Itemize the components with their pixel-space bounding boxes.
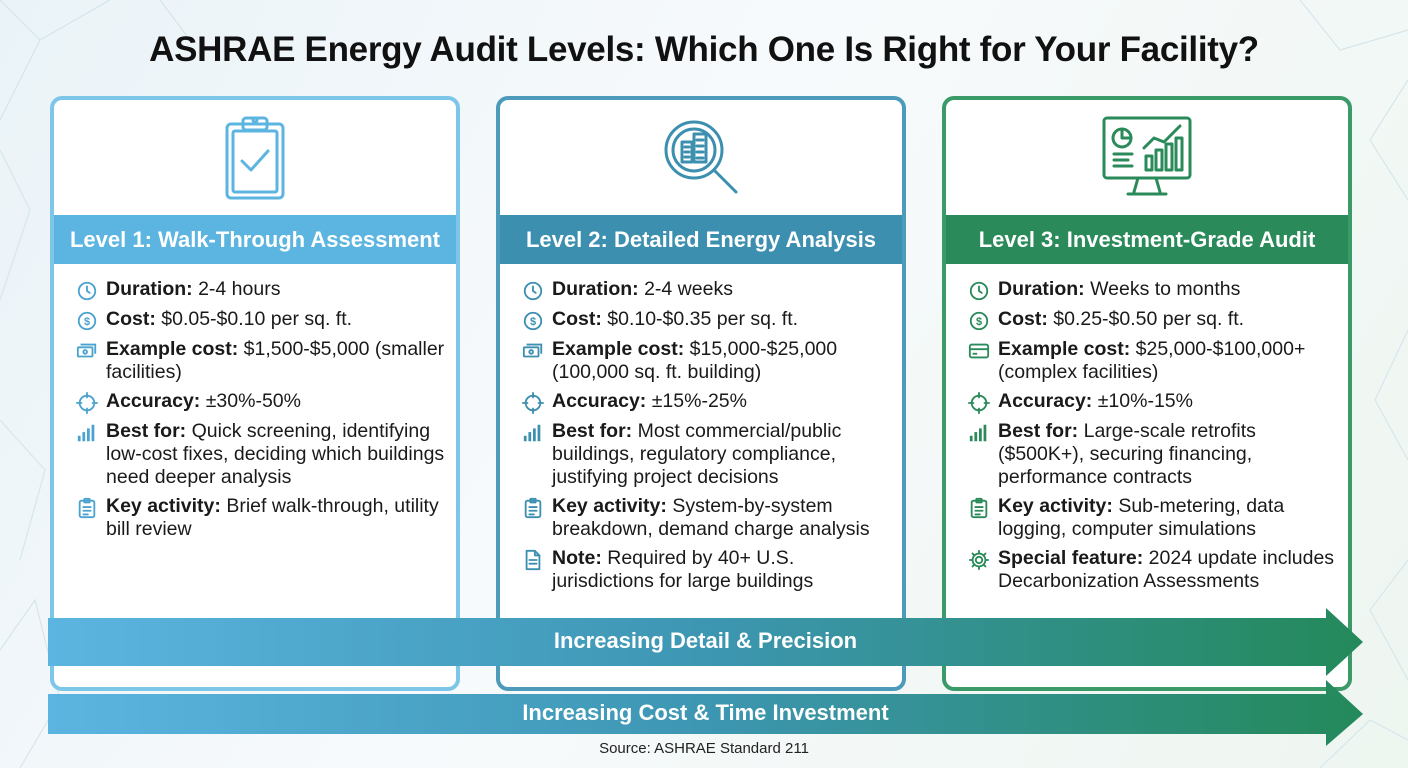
- item-value: Weeks to months: [1090, 278, 1241, 300]
- source-note: Source: ASHRAE Standard 211: [599, 740, 809, 757]
- clipboard-check-icon: [210, 114, 300, 204]
- level-2-items: [522, 278, 894, 599]
- list-item: [76, 495, 448, 541]
- item-value: $0.10-$0.35 per sq. ft.: [607, 308, 799, 330]
- magnifier-building-icon: [656, 114, 746, 204]
- item-value: $25,000-$100,000+ (complex facilities): [998, 338, 1306, 383]
- bar-chart-icon: [76, 422, 98, 444]
- item-value: Most commercial/public buildings, regulatory compliance, justifying project decisions: [552, 420, 842, 488]
- list-item: [522, 547, 894, 593]
- item-label: Note:: [552, 547, 602, 569]
- cash-stack-icon: [522, 340, 544, 362]
- item-label: Key activity:: [552, 495, 667, 517]
- item-value: $0.25-$0.50 per sq. ft.: [1053, 308, 1245, 330]
- clipboard-list-icon: [522, 497, 544, 519]
- level-3-icon-area: [946, 100, 1348, 215]
- item-label: Best for:: [998, 420, 1079, 442]
- list-item: [968, 420, 1340, 489]
- dollar-coin-icon: [968, 310, 990, 332]
- clipboard-list-icon: [76, 497, 98, 519]
- list-item: [968, 495, 1340, 541]
- item-label: Special feature:: [998, 547, 1144, 569]
- level-3-heading: Level 3: Investment-Grade Audit: [946, 215, 1348, 264]
- item-label: Example cost:: [998, 338, 1131, 360]
- clock-icon: [522, 280, 544, 302]
- cash-stack-icon: [76, 340, 98, 362]
- level-1-heading: Level 1: Walk-Through Assessment: [54, 215, 456, 264]
- level-1-icon-area: [54, 100, 456, 215]
- crosshair-icon: [76, 392, 98, 414]
- item-label: Example cost:: [552, 338, 685, 360]
- item-value: Quick screening, identifying low-cost fixes, deciding which buildings need deeper analysis: [106, 420, 445, 488]
- level-3-card: [942, 96, 1352, 691]
- level-1-card: [50, 96, 460, 691]
- item-label: Key activity:: [106, 495, 221, 517]
- list-item: [968, 338, 1340, 384]
- svg-text:$: $: [529, 316, 537, 329]
- list-item: [968, 547, 1340, 593]
- list-item: [76, 390, 448, 414]
- list-item: [522, 278, 894, 302]
- list-item: [76, 420, 448, 489]
- item-value: Required by 40+ U.S. jurisdictions for large buildings: [552, 547, 814, 592]
- level-2-card: [496, 96, 906, 691]
- item-label: Accuracy:: [106, 390, 201, 412]
- clock-icon: [968, 280, 990, 302]
- item-value: ±15%-25%: [651, 390, 747, 412]
- crosshair-icon: [522, 392, 544, 414]
- item-value: 2-4 hours: [198, 278, 281, 300]
- item-label: Key activity:: [998, 495, 1113, 517]
- list-item: [968, 308, 1340, 332]
- item-label: Accuracy:: [552, 390, 647, 412]
- gear-icon: [968, 549, 990, 571]
- item-label: Best for:: [552, 420, 633, 442]
- item-value: ±10%-15%: [1097, 390, 1193, 412]
- arrow-label: Increasing Cost & Time Investment: [522, 700, 889, 725]
- level-3-items: [968, 278, 1340, 599]
- list-item: [76, 308, 448, 332]
- list-item: [522, 420, 894, 489]
- dollar-coin-icon: [76, 310, 98, 332]
- item-value: $0.05-$0.10 per sq. ft.: [161, 308, 353, 330]
- cost-time-arrow: [48, 680, 1363, 748]
- item-label: Duration:: [106, 278, 193, 300]
- credit-card-icon: [968, 340, 990, 362]
- item-value: Large-scale retrofits ($500K+), securing financing, performance contracts: [998, 420, 1256, 488]
- item-value: Sub-metering, data logging, computer simulations: [998, 495, 1285, 540]
- list-item: [522, 338, 894, 384]
- svg-text:$: $: [975, 316, 983, 329]
- item-value: 2-4 weeks: [644, 278, 733, 300]
- item-value: 2024 update includes Decarbonization Assessments: [998, 547, 1335, 592]
- item-label: Cost:: [998, 308, 1048, 330]
- item-label: Cost:: [106, 308, 156, 330]
- item-label: Accuracy:: [998, 390, 1093, 412]
- list-item: [76, 278, 448, 302]
- detail-precision-arrow: [48, 608, 1363, 676]
- list-item: [76, 338, 448, 384]
- list-item: [968, 390, 1340, 414]
- item-label: Example cost:: [106, 338, 239, 360]
- svg-text:$: $: [83, 316, 91, 329]
- clipboard-list-icon: [968, 497, 990, 519]
- list-item: [522, 308, 894, 332]
- list-item: [522, 495, 894, 541]
- list-item: [522, 390, 894, 414]
- list-item: [968, 278, 1340, 302]
- item-value: System-by-system breakdown, demand charge analysis: [552, 495, 870, 540]
- monitor-chart-icon: [1102, 114, 1192, 204]
- item-value: Brief walk-through, utility bill review: [106, 495, 439, 540]
- page-title: ASHRAE Energy Audit Levels: Which One Is Right for Your Facility?: [149, 30, 1259, 69]
- item-label: Duration:: [552, 278, 639, 300]
- level-2-heading: Level 2: Detailed Energy Analysis: [500, 215, 902, 264]
- crosshair-icon: [968, 392, 990, 414]
- level-1-items: [76, 278, 448, 547]
- dollar-coin-icon: [522, 310, 544, 332]
- document-icon: [522, 549, 544, 571]
- bar-chart-icon: [522, 422, 544, 444]
- clock-icon: [76, 280, 98, 302]
- arrow-label: Increasing Detail & Precision: [553, 628, 858, 653]
- item-label: Best for:: [106, 420, 187, 442]
- item-value: $15,000-$25,000 (100,000 sq. ft. building): [552, 338, 838, 383]
- item-label: Duration:: [998, 278, 1085, 300]
- item-value: $1,500-$5,000 (smaller facilities): [106, 338, 445, 383]
- item-label: Cost:: [552, 308, 602, 330]
- item-value: ±30%-50%: [205, 390, 301, 412]
- bar-chart-icon: [968, 422, 990, 444]
- level-2-icon-area: [500, 100, 902, 215]
